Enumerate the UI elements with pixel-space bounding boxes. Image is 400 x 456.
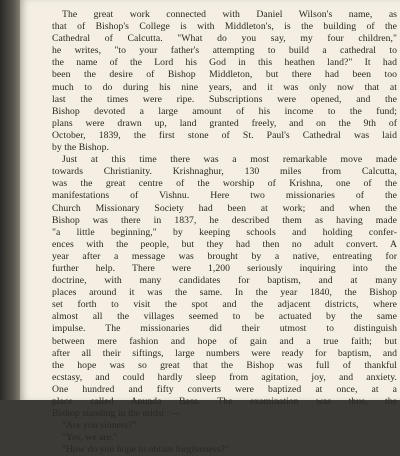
text-line: places around it was the same. In the year 1840, the Bishop [52, 287, 397, 299]
paragraph-krishnaghur [52, 154, 397, 420]
text-line: The great work connected with Daniel Wilson's name, as [62, 9, 397, 20]
text-line: that of Bishop's College is with Middleton's, is the building of the [52, 21, 397, 33]
text-line: "a little beginning," by keeping schools and holding confer- [52, 226, 397, 238]
text-line: manifestations of Vishnu. Here two missionaries of the [52, 190, 397, 202]
text-line: after all their siftings, large numbers were ready for baptism, and [52, 347, 397, 359]
text-line: much to do during his nine years, and it was only now that at [52, 81, 397, 93]
text-line: ences with the people, but they had then no adult convert. A [52, 238, 397, 250]
dialogue-line: "Are you sinners?" [62, 420, 137, 432]
text-line: the hope was so great that the Bishop was full of thankful [52, 359, 397, 371]
text-line: Cathedral of Calcutta. "What do you say, my four children," [52, 33, 397, 45]
text-line: set forth to visit the spot and the adjacent districts, where [52, 299, 397, 311]
text-line: almost all the villages seemed to be actuated by the same [52, 311, 397, 323]
text-line: ecstasy, and could hardly sleep from agitation, joy, and anxiety. [52, 371, 397, 383]
book-gutter [0, 0, 22, 400]
text-line: Church Missionary Society had been at work; and when the [52, 202, 397, 214]
text-line: between mere fashion and hope of gain and a true faith; but [52, 335, 397, 347]
page-text [52, 0, 397, 456]
text-line: been the desire of Bishop Middleton, but there had been too [52, 69, 397, 81]
text-line: further help. There were 1,200 seriously inquiring into the [52, 262, 397, 274]
text-line: by the Bishop. [52, 142, 109, 154]
dialogue-line: "Yes, we are." [62, 432, 118, 444]
text-line: towards Christianity. Krishnaghur, 130 miles from Calcutta, [52, 166, 397, 178]
text-line: plans were drawn up, land granted freely, and on the 9th of [52, 117, 397, 129]
text-line: he writes, "to your father's attempting to build a cathedral to [52, 45, 397, 57]
book-page [20, 0, 400, 456]
text-line: was the great centre of the worship of Krishna, one of the [52, 178, 397, 190]
dialogue-line-cut: "How do you hope to obtain forgiveness?" [62, 444, 229, 456]
text-line: One hundred and fifty converts were baptized at once, at a [52, 383, 397, 395]
text-line: the name of the Lord his God in this heathen land?" It had [52, 57, 397, 69]
text-line: Bishop devoted a large amount of his income to the fund; [52, 105, 397, 117]
text-line: Just at this time there was a most remarkable move made [62, 154, 397, 166]
text-line: place called Anunda Bass. The examination was thus, the [52, 396, 397, 407]
text-line: impulse. The missionaries did their utmost to distinguish [52, 323, 397, 335]
text-line: doctrine, with many candidates for baptism, and at many [52, 275, 397, 287]
text-line: Bishop standing in the midst :— [52, 408, 180, 420]
text-line: last the times were ripe. Subscriptions were opened, and the [52, 93, 397, 105]
text-line: October, 1839, the first stone of St. Paul's Cathedral was laid [52, 129, 397, 141]
dialogue [52, 420, 397, 456]
text-line: year after a message was brought by a native, entreating for [52, 250, 397, 262]
paragraph-cathedral [52, 9, 397, 154]
text-line: Bishop was there in 1837, he described them as having made [52, 214, 397, 226]
